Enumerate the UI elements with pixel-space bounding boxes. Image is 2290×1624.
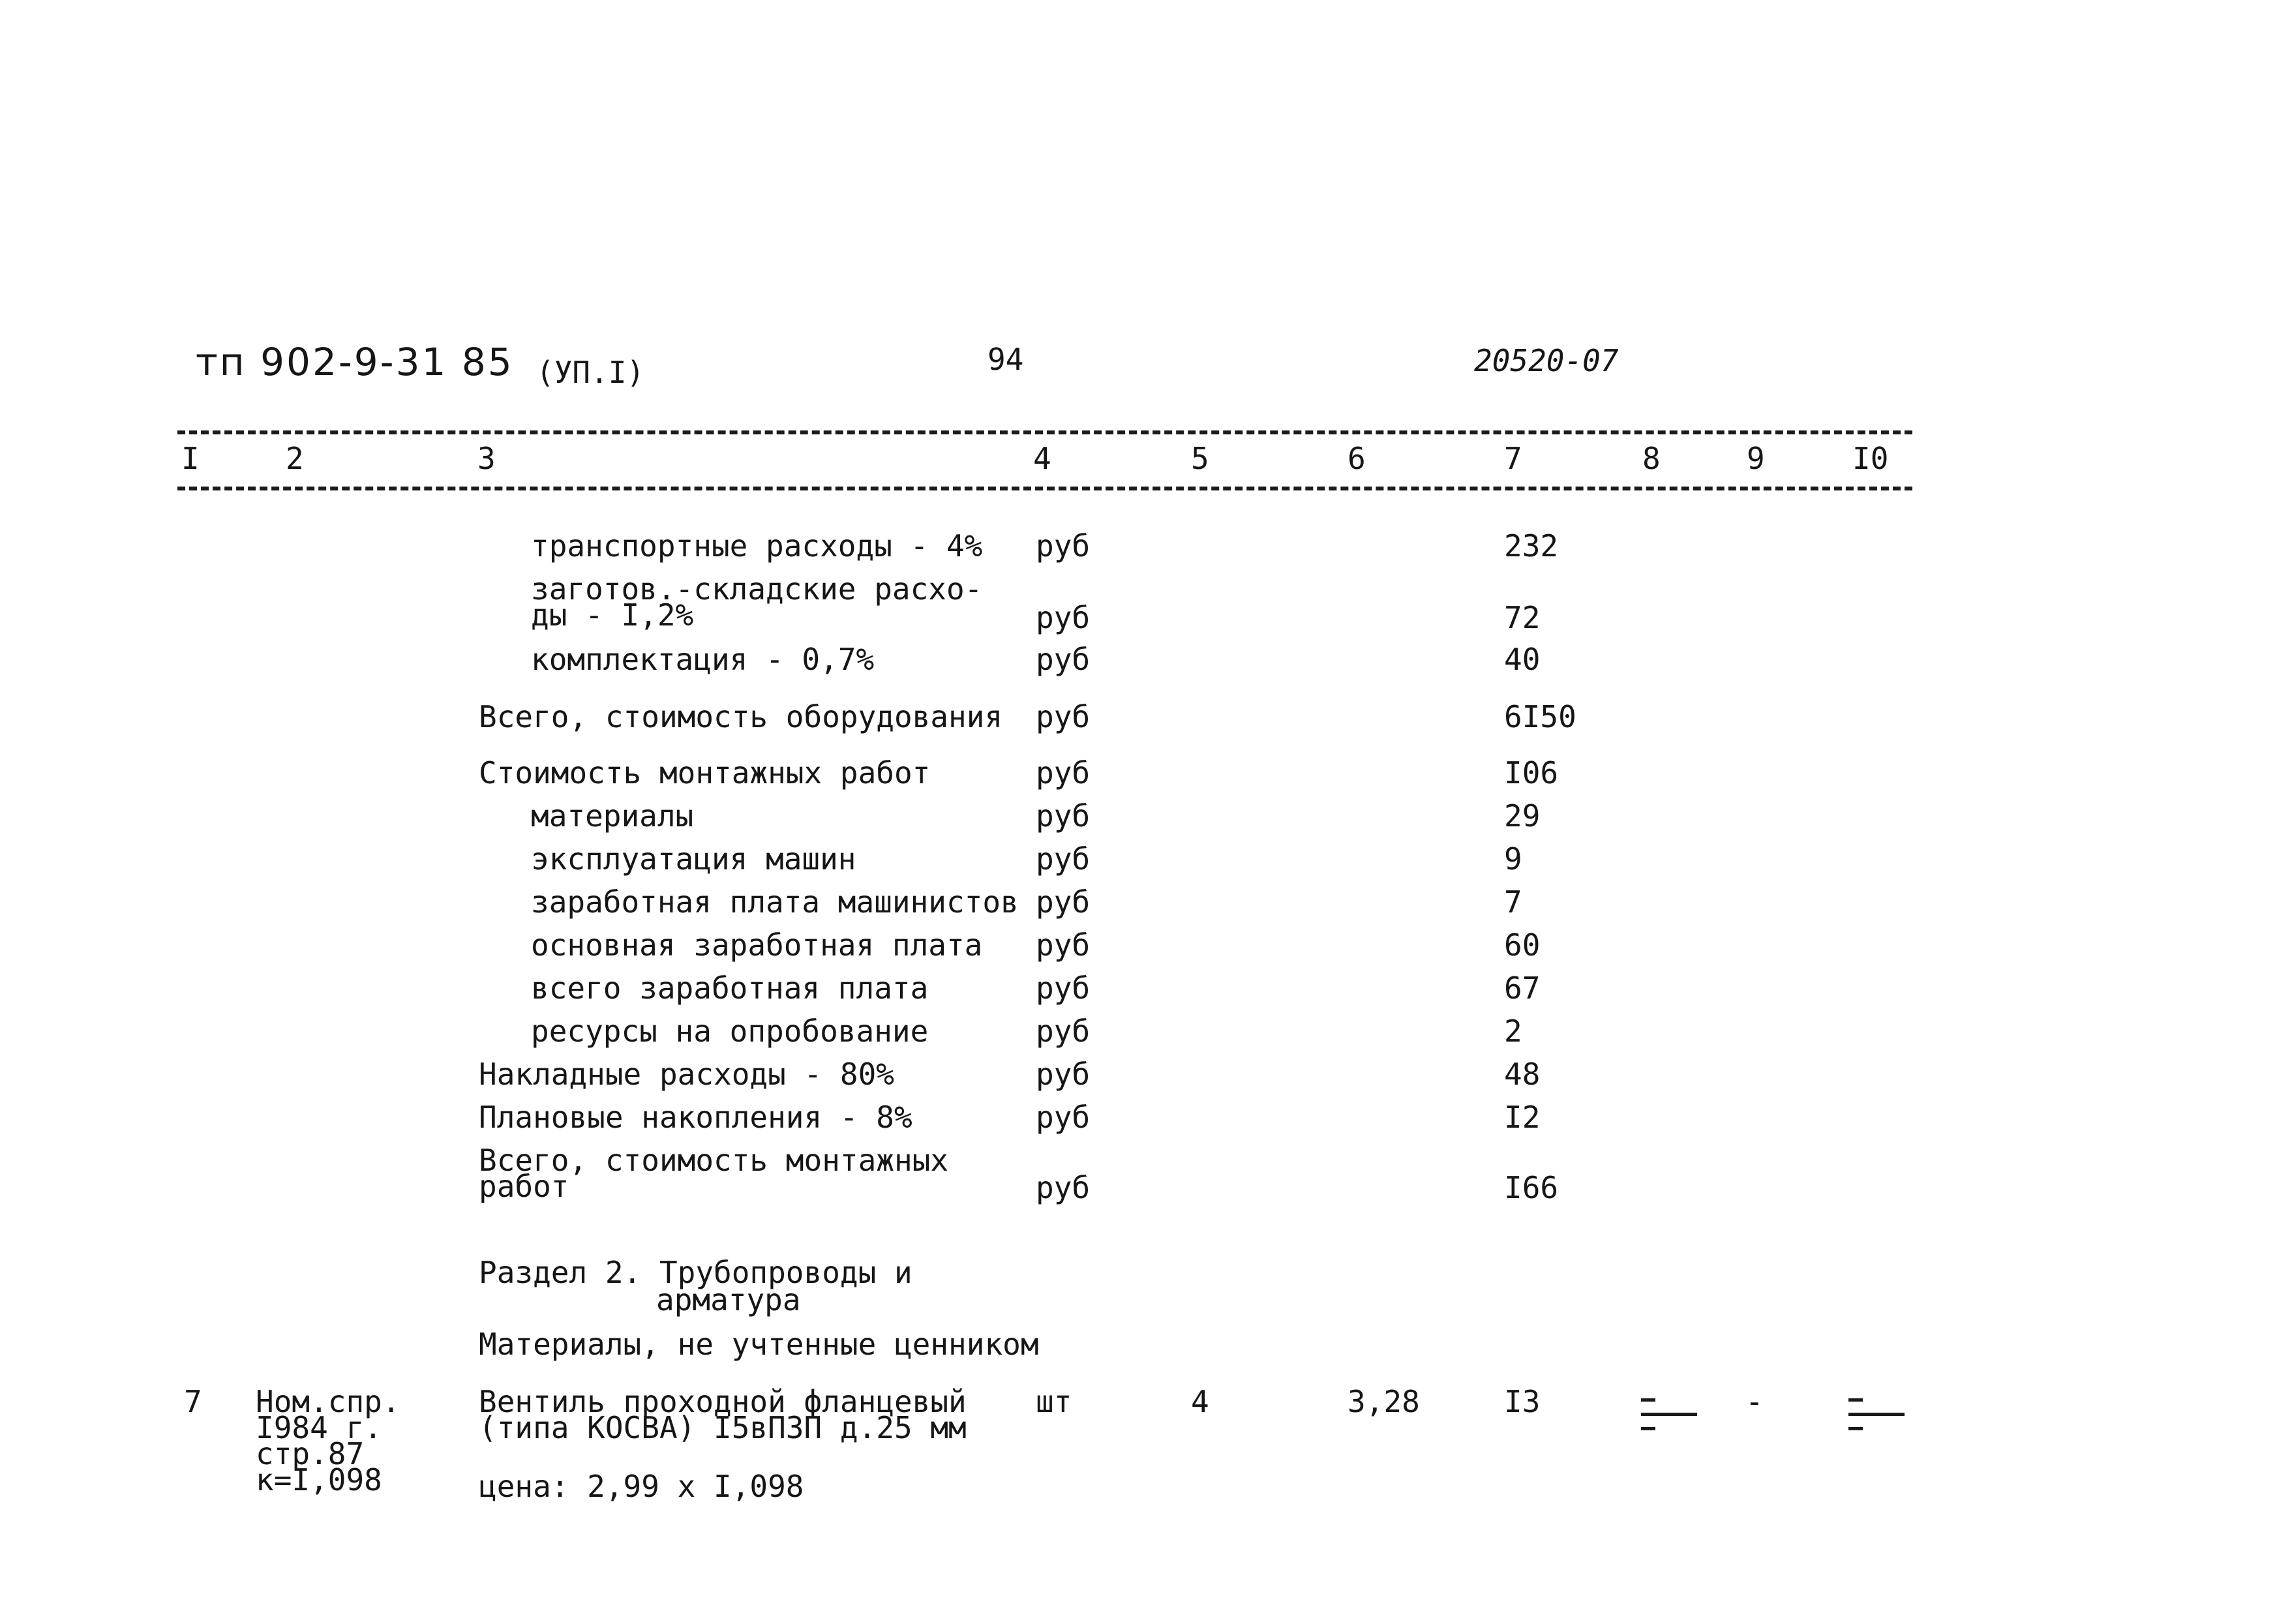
item-ref-line2: I984 г. — [256, 1410, 382, 1445]
doc-number: тп 902-9-31 85 — [196, 340, 514, 384]
col-header-10: I0 — [1852, 441, 1889, 476]
col-header-7: 7 — [1504, 441, 1522, 476]
item-price: 3,28 — [1348, 1384, 1420, 1419]
col-header-9: 9 — [1747, 441, 1765, 476]
row-testing-unit: руб — [1036, 1014, 1091, 1049]
row-materials-value: 29 — [1504, 798, 1541, 834]
row-install-total-value: I66 — [1504, 1170, 1559, 1205]
row-total-wage-unit: руб — [1036, 970, 1091, 1006]
row-install-unit: руб — [1036, 755, 1091, 790]
col-header-5: 5 — [1191, 441, 1209, 476]
col-header-1: I — [181, 441, 200, 476]
row-base-wage-value: 60 — [1504, 927, 1541, 963]
item-qty: 4 — [1191, 1384, 1209, 1419]
item-ref-line3: стр.87 — [256, 1436, 365, 1471]
row-install-total-name-line2: работ — [479, 1169, 569, 1204]
ditto-mark-col8-line2 — [1641, 1413, 1697, 1416]
row-testing-value: 2 — [1504, 1014, 1522, 1049]
item-ref-line4: к=I,098 — [256, 1462, 382, 1497]
row-install-total-name-line1: Всего, стоимость монтажных — [479, 1143, 949, 1178]
row-equip-total-unit: руб — [1036, 699, 1091, 734]
top-divider — [177, 430, 1912, 434]
row-kit-unit: руб — [1036, 642, 1091, 677]
row-install-name: Стоимость монтажных работ — [479, 755, 931, 790]
col-header-4: 4 — [1033, 441, 1051, 476]
col-header-2: 2 — [286, 441, 304, 476]
ditto-mark-col10-line2 — [1848, 1413, 1905, 1416]
row-storage-name-line1: заготов.-складские расхо- — [531, 571, 983, 607]
row-equip-total-name: Всего, стоимость оборудования — [479, 699, 1003, 734]
row-base-wage-name: основная заработная плата — [531, 927, 983, 963]
row-equip-total-value: 6I50 — [1504, 699, 1576, 734]
row-transport-unit: руб — [1036, 528, 1091, 564]
row-materials-unit: руб — [1036, 798, 1091, 834]
row-total-wage-value: 67 — [1504, 970, 1541, 1006]
section-subtitle: Материалы, не учтенные ценником — [479, 1327, 1039, 1362]
col-header-8: 8 — [1642, 441, 1661, 476]
row-overhead-unit: руб — [1036, 1057, 1091, 1092]
row-kit-value: 40 — [1504, 642, 1541, 677]
row-transport-value: 232 — [1504, 528, 1559, 564]
row-planned-value: I2 — [1504, 1100, 1541, 1135]
ditto-mark-col8-line3 — [1641, 1427, 1655, 1430]
col-header-6: 6 — [1348, 441, 1366, 476]
row-install-total-unit: руб — [1036, 1170, 1091, 1205]
row-machinist-wage-name: заработная плата машинистов — [531, 884, 1019, 920]
row-machines-value: 9 — [1504, 841, 1522, 877]
section-title-line1: Раздел 2. Трубопроводы и — [479, 1255, 912, 1290]
row-base-wage-unit: руб — [1036, 927, 1091, 963]
item-number: 7 — [184, 1384, 202, 1419]
row-storage-value: 72 — [1504, 600, 1541, 635]
item-name-line2: (типа КОСВА) I5вП3П д.25 мм — [479, 1410, 967, 1445]
row-storage-unit: руб — [1036, 600, 1091, 635]
row-overhead-name: Накладные расходы - 80% — [479, 1057, 894, 1092]
row-machinist-wage-unit: руб — [1036, 884, 1091, 920]
ditto-mark-col10-line1 — [1848, 1398, 1863, 1402]
row-overhead-value: 48 — [1504, 1057, 1541, 1092]
doc-code: 20520-07 — [1474, 343, 1619, 378]
item-col9-dash: - — [1745, 1384, 1764, 1419]
row-machines-name: эксплуатация машин — [531, 841, 856, 877]
item-price-note: цена: 2,99 x I,098 — [479, 1469, 804, 1504]
item-sum: I3 — [1504, 1384, 1541, 1419]
row-kit-name: комплектация - 0,7% — [531, 642, 875, 677]
row-planned-name: Плановые накопления - 8% — [479, 1100, 912, 1135]
section-title-line2: арматура — [656, 1282, 801, 1317]
header-divider — [177, 487, 1912, 490]
row-total-wage-name: всего заработная плата — [531, 970, 929, 1006]
row-testing-name: ресурсы на опробование — [531, 1014, 929, 1049]
row-machines-unit: руб — [1036, 841, 1091, 877]
row-install-value: I06 — [1504, 755, 1559, 790]
row-machinist-wage-value: 7 — [1504, 884, 1522, 920]
row-storage-name-line2: ды - I,2% — [531, 597, 694, 633]
item-ref-line1: Ном.спр. — [256, 1384, 400, 1419]
col-header-3: 3 — [477, 441, 496, 476]
album-label: (УП.I) — [536, 355, 645, 390]
item-name-line1: Вентиль проходной фланцевый — [479, 1384, 967, 1419]
row-planned-unit: руб — [1036, 1100, 1091, 1135]
ditto-mark-col8-line1 — [1641, 1398, 1655, 1402]
ditto-mark-col10-line3 — [1848, 1427, 1863, 1430]
row-materials-name: материалы — [531, 798, 694, 834]
row-transport-name: транспортные расходы - 4% — [531, 528, 983, 564]
page-number: 94 — [987, 342, 1024, 377]
item-unit: шт — [1036, 1384, 1072, 1419]
